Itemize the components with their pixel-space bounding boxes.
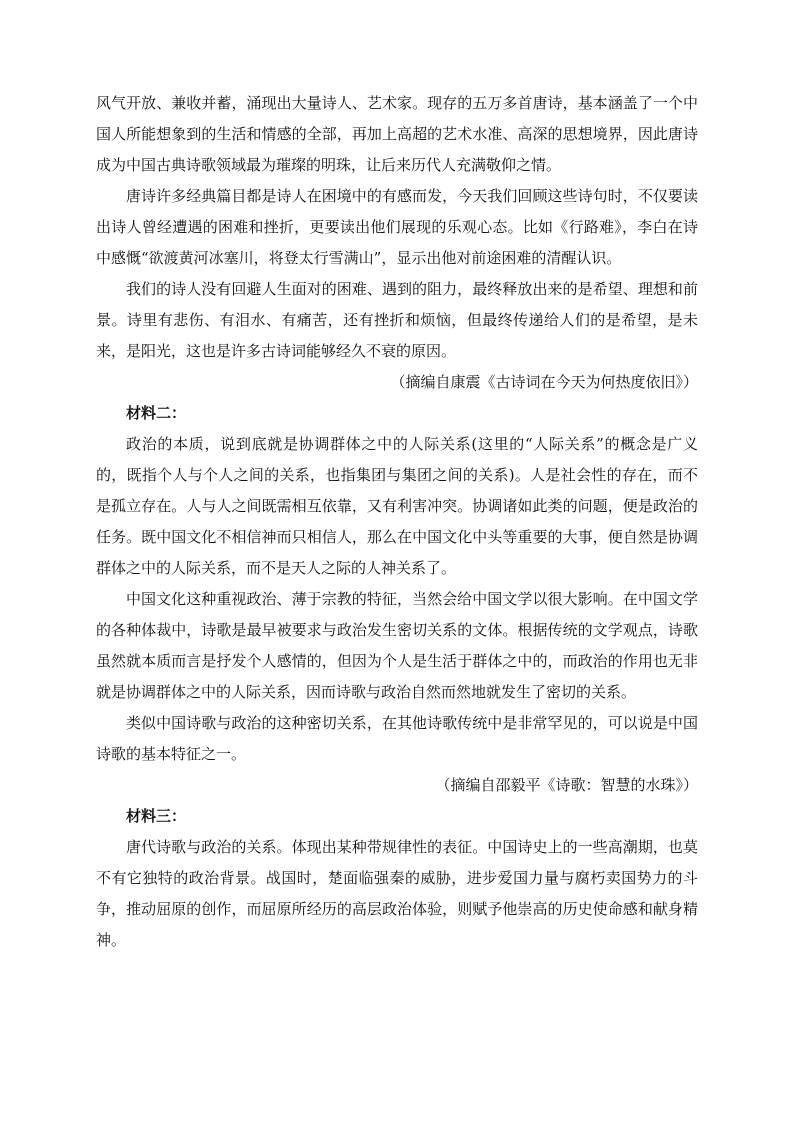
paragraph-tang-poetry-hope: 我们的诗人没有回避人生面对的困难、遇到的阻力，最终释放出来的是希望、理想和前景。诗里有悲伤、有泪水、有痛苦，还有挫折和烦恼，但最终传递给人们的是希望，是未来，是阳光，这也是许多古诗词能够经久不衰的原因。 (96, 280, 698, 360)
paragraph-tang-politics-relation: 唐代诗歌与政治的关系。体现出某种带规律性的表征。中国诗史上的一些高潮期，也莫不有它独特的政治背景。战国时，楚面临强秦的威胁，进步爱国力量与腐朽卖国势力的斗争，推动屈原的创作，而屈原所经历的高层政治体验，则赋予他崇高的历史使命感和献身精神。 (96, 838, 698, 949)
source-citation-material-two: （摘编自邵毅平《诗歌：智慧的水珠》） (435, 776, 698, 794)
document-page (96, 88, 698, 956)
paragraph-culture-and-literature: 中国文化这种重视政治、薄于宗教的特征，当然会给中国文学以很大影响。在中国文学的各种体裁中，诗歌是最早被要求与政治发生密切关系的文体。根据传统的文学观点，诗歌虽然就本质而言是抒发个人感情的，但因为个人是生活于群体之中的，而政治的作用也无非就是协调群体之中的人际关系，因而诗歌与政治自然而然地就发生了密切的关系。 (96, 590, 698, 701)
heading-material-two: 材料二： (126, 404, 187, 422)
paragraph-tang-poetry-adversity: 唐诗许多经典篇目都是诗人在困境中的有感而发，今天我们回顾这些诗句时，不仅要读出诗人曾经遭遇的困难和挫折，更要读出他们展现的乐观心态。比如《行路难》，李白在诗中感慨“欲渡黄河冰塞川，将登太行雪满山”，显示出他对前途困难的清醒认识。 (96, 187, 698, 267)
heading-material-three: 材料三： (126, 807, 187, 825)
paragraph-politics-essence: 政治的本质，说到底就是协调群体之中的人际关系(这里的“人际关系”的概念是广义的，既指个人与个人之间的关系，也指集团与集团之间的关系)。人是社会性的存在，而不是孤立存在。人与人之间既需相互依靠，又有利害冲突。协调诸如此类的问题，便是政治的任务。既中国文化不相信神而只相信人，那么在中国文化中头等重要的大事，便自然是协调群体之中的人际关系，而不是天人之际的人神关系了。 (96, 435, 698, 577)
paragraph-basic-feature: 类似中国诗歌与政治的这种密切关系，在其他诗歌传统中是非常罕见的，可以说是中国诗歌的基本特征之一。 (96, 714, 698, 763)
paragraph-tang-poetry-intro: 风气开放、兼收并蓄，涌现出大量诗人、艺术家。现存的五万多首唐诗，基本涵盖了一个中国人所能想象到的生活和情感的全部，再加上高超的艺术水准、高深的思想境界，因此唐诗成为中国古典诗歌领域最为璀璨的明珠，让后来历代人充满敬仰之情。 (96, 94, 698, 174)
source-citation-material-one: （摘编自康震《古诗词在今天为何热度依旧》） (390, 373, 698, 391)
